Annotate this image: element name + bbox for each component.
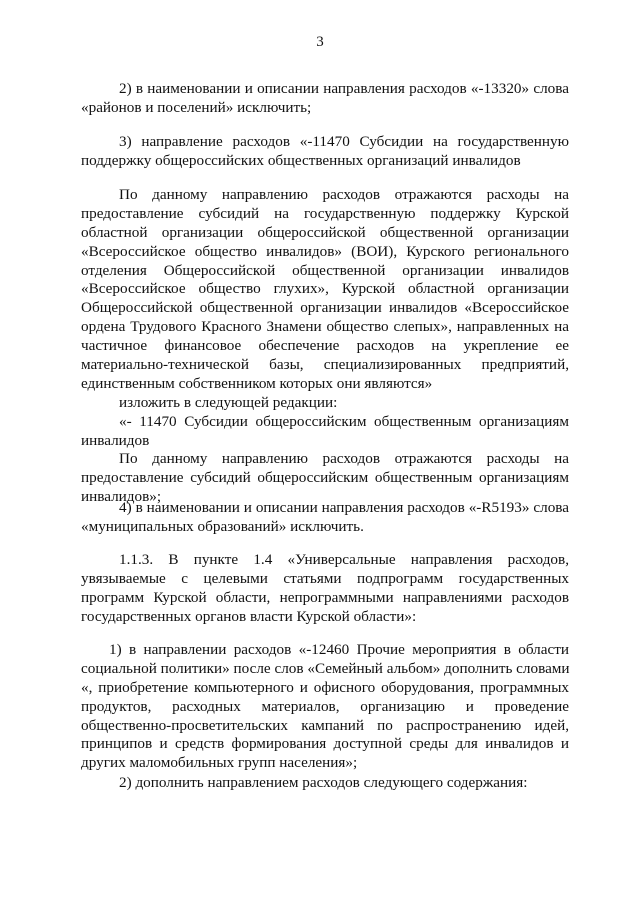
text-line: увязываемые с целевыми статьями подпрограмм государственных	[81, 569, 569, 587]
paragraph	[81, 774, 569, 793]
text-line: программ Курской области, непрограммными направлениями расходов	[81, 588, 569, 606]
paragraph	[81, 186, 569, 507]
text-line: 4) в наименовании и описании направления расходов «-R5193» слова	[119, 499, 569, 516]
text-line: изложить в следующей редакции:	[119, 393, 338, 411]
text-line: «Всероссийское общество инвалидов» (ВОИ), Курского регионального	[81, 242, 569, 260]
paragraph	[81, 133, 569, 171]
text-line: поддержку общероссийских общественных организаций инвалидов	[81, 151, 521, 169]
paragraph	[81, 641, 569, 773]
page-number: 3	[316, 34, 324, 50]
text-line: «, приобретение компьютерного и офисного оборудования, программных	[81, 678, 569, 696]
text-line: Общероссийской общественной организации инвалидов «Всероссийское	[81, 299, 569, 317]
text-line: других маломобильных групп населения»;	[81, 754, 358, 772]
paragraph	[81, 499, 569, 537]
text-line: областной организации общероссийской общественной организации	[81, 223, 569, 241]
text-line: продуктов, расходных материалов, организацию и проведение	[81, 697, 569, 715]
text-line: 3) направление расходов «-11470 Субсидии на государственную	[119, 133, 569, 150]
text-line: инвалидов	[81, 431, 150, 449]
text-line: 1.1.3. В пункте 1.4 «Универсальные направления расходов,	[119, 551, 569, 568]
text-line: государственных органов власти Курской области»:	[81, 607, 417, 625]
text-line: отделения Общероссийской общественной организации инвалидов	[81, 261, 569, 279]
text-line: принципов и средств формирования доступной среды для инвалидов и	[81, 735, 569, 753]
text-line: общественно-просветительских кампаний по распространению идей,	[81, 716, 569, 734]
text-line: социальной политики» после слов «Семейный альбом» дополнить словами	[81, 659, 570, 677]
text-line: По данному направлению расходов отражаются расходы на	[119, 186, 569, 203]
text-line: предоставление субсидий общероссийским общественным организациям	[81, 469, 569, 487]
text-line: «районов и поселений» исключить;	[81, 98, 312, 116]
paragraph	[81, 551, 569, 627]
paragraph	[81, 80, 569, 118]
text-line: частичное финансовое обеспечение расходов на укрепление ее	[81, 337, 569, 355]
text-line: 1) в направлении расходов «-12460 Прочие мероприятия в области	[109, 641, 569, 658]
text-line: материально-технической базы, специализированных предприятий,	[81, 356, 569, 374]
text-line: предоставление субсидий на государственную поддержку Курской	[81, 204, 569, 222]
text-line: 2) дополнить направлением расходов следующего содержания:	[119, 774, 528, 791]
text-line: ордена Трудового Красного Знамени общество слепых», направленных на	[81, 318, 569, 336]
text-line: 2) в наименовании и описании направления расходов «-13320» слова	[119, 80, 569, 97]
text-line: единственным собственником которых они являются»	[81, 374, 433, 392]
text-line: «- 11470 Субсидии общероссийским общественным организациям	[119, 412, 569, 430]
text-line: По данному направлению расходов отражаются расходы на	[119, 450, 569, 468]
text-line: «муниципальных образований» исключить.	[81, 517, 364, 535]
text-line: инвалидов»;	[81, 488, 162, 506]
text-line: «Всероссийское общество глухих», Курской областной организации	[81, 280, 569, 298]
